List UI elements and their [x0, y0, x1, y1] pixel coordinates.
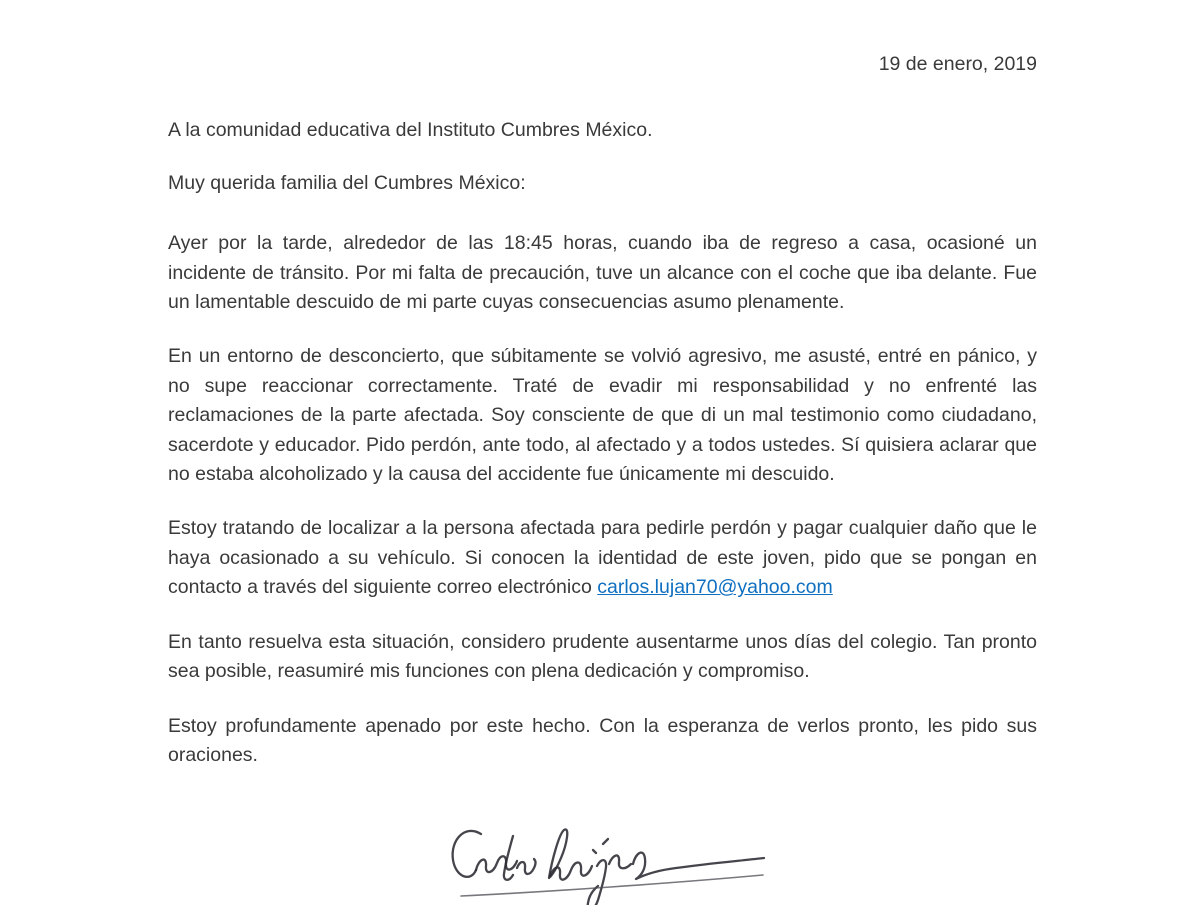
letter-body	[168, 50, 1037, 790]
email-link[interactable]: carlos.lujan70@yahoo.com	[597, 576, 833, 599]
letter-paragraph-apology: En un entorno de desconcierto, que súbitamente se volvió agresivo, me asusté, entré en pánico, y no supe reaccionar correctamente. Traté de evadir mi responsabilidad y no enfrenté las reclamaciones de la parte afectada. Soy consciente de que di un mal testimonio como ciudadano, sacerdote y educador. Pido perdón, ante todo, al afectado y a todos ustedes. Sí quisiera aclarar que no estaba alcoholizado y la causa del accidente fue únicamente mi descuido.	[168, 345, 1037, 486]
letter-recipient: A la comunidad educativa del Instituto Cumbres México.	[168, 119, 653, 142]
letter-paragraph-farewell: Estoy profundamente apenado por este hecho. Con la esperanza de verlos pronto, les pido sus oraciones.	[168, 714, 1037, 766]
letter-date: 19 de enero, 2019	[878, 53, 1037, 75]
signature-area	[445, 820, 775, 905]
letter-paragraph-contact	[168, 514, 1037, 602]
handwritten-signature-icon	[445, 820, 775, 905]
contact-paragraph-text: Estoy tratando de localizar a la persona afectada para pedirle perdón y pagar cualquier daño que le haya ocasionado a su vehículo. Si conocen la identidad de este joven, pido que se pongan en contacto a través del siguiente correo electrónico	[168, 517, 1037, 599]
letter-salutation: Muy querida familia del Cumbres México:	[168, 171, 526, 194]
letter-paragraph-incident: Ayer por la tarde, alrededor de las 18:45 horas, cuando iba de regreso a casa, ocasioné un incidente de tránsito. Por mi falta de precaución, tuve un alcance con el coche que iba delante. Fue un lamentable descuido de mi parte cuyas consecuencias asumo plenamente.	[168, 232, 1037, 314]
letter-paragraph-absence: En tanto resuelva esta situación, considero prudente ausentarme unos días del colegio. Tan pronto sea posible, reasumiré mis funciones con plena dedicación y compromiso.	[168, 630, 1037, 683]
